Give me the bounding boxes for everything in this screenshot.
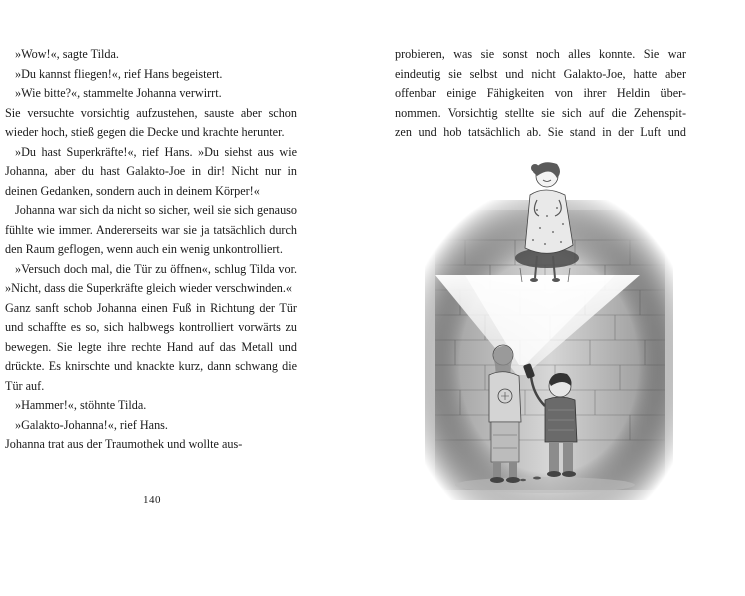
right-page-text	[395, 45, 686, 143]
flying-girl-illustration	[425, 150, 673, 500]
paragraph: »Galakto-Johanna!«, rief Hans.	[15, 417, 168, 432]
paragraph: »Du kannst fliegen!«, rief Hans begeistert.	[15, 66, 223, 81]
paragraph: Ganz sanft schob Johanna einen Fuß in Richtung der Tür und schaffte es so, sich halbwegs kontrolliert vorwärts zu bewegen. Sie legte ihre rechte Hand auf das Metall und drückte. Es knirschte und knackte kurz, dann schwang die Tür auf.	[5, 300, 297, 393]
paragraph: Johanna trat aus der Traumothek und wollte aus-	[5, 437, 243, 451]
paragraph: »Hammer!«, stöhnte Tilda.	[15, 398, 147, 412]
page-number: 140	[143, 494, 161, 506]
left-page-text	[5, 45, 297, 455]
paragraph: »Wow!«, sagte Tilda.	[15, 47, 119, 61]
paragraph: Sie versuchte vorsichtig aufzustehen, sauste aber schon wieder hoch, stieß gegen die Decke und krachte herunter.	[5, 105, 297, 139]
text-line: zen und hob tatsächlich ab. Sie stand in der Luft und	[395, 125, 686, 139]
paragraph: »Du hast Superkräfte!«, rief Hans. »Du siehst aus wie Johanna, aber du hast Galakto-Joe in dir! Nicht nur in deinen Gedanken, sondern auch in deinem Körper!«	[5, 144, 297, 198]
text-line: probieren, was sie sonst noch alles konnte. Sie war	[395, 47, 686, 61]
paragraph: »Versuch doch mal, die Tür zu öffnen«, schlug Tilda vor. »Nicht, dass die Superkräfte gleich wieder verschwinden.«	[5, 261, 297, 295]
text-line: eindeutig sie selbst und nicht Galakto-Joe, hatte aber	[395, 66, 686, 81]
paragraph: »Wie bitte?«, stammelte Johanna verwirrt.	[15, 86, 222, 100]
text-line: offenbar einige Fähigkeiten von ihrer Heldin über-	[395, 86, 686, 100]
text-line: nommen. Vorsichtig stellte sie sich auf die Zehenspit-	[395, 105, 686, 120]
paragraph: Johanna war sich da nicht so sicher, weil sie sich genauso fühlte wie immer. Andererseits war sie ja tatsächlich durch den Raum geflogen, wenn auch ein wenig unkontrolliert.	[5, 203, 297, 256]
